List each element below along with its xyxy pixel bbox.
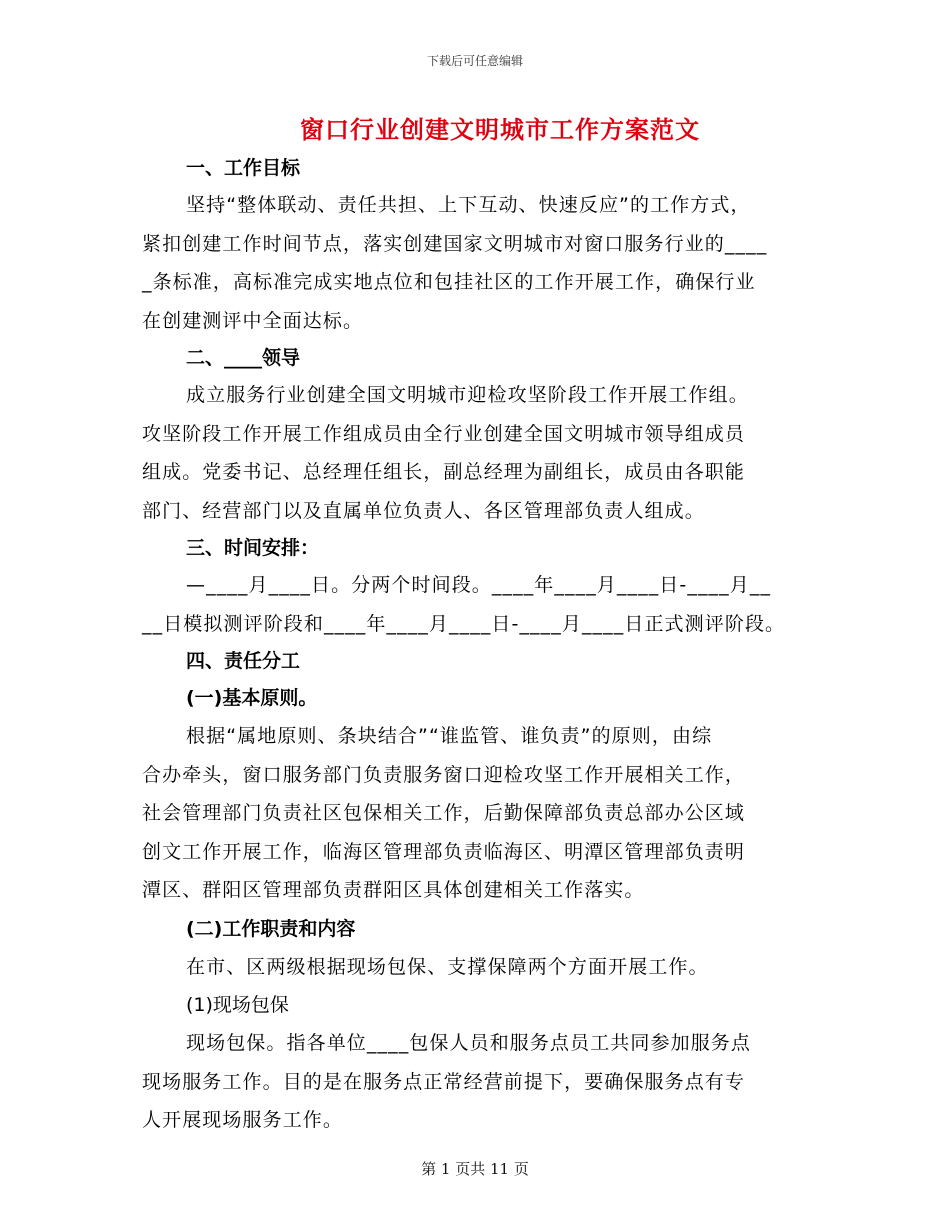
- paragraph-onsite: [142, 1024, 822, 1140]
- text-line: _条标准，高标准完成实地点位和包挂社区的工作开展工作，确保行业: [142, 271, 756, 293]
- paragraph-duties: [142, 948, 822, 987]
- text-line: 部门、经营部门以及直属单位负责人、各区管理部负责人组成。: [142, 499, 705, 522]
- item-heading-onsite: (1)现场包保: [186, 994, 289, 1016]
- paragraph-goals: [142, 186, 822, 340]
- text-line: 组成。党委书记、总经理任组长，副总经理为副组长，成员由各职能: [142, 461, 746, 483]
- paragraph-leadership: [142, 376, 822, 530]
- text-line: 根据“属地原则、条块结合”“谁监管、谁负责”的原则，由综: [186, 725, 713, 747]
- text-line: 创文工作开展工作，临海区管理部负责临海区、明潭区管理部负责明: [142, 840, 746, 863]
- section-heading-responsibilities: 四、责任分工: [186, 650, 301, 672]
- text-line: 坚持“整体联动、责任共担、上下互动、快速反应”的工作方式，: [186, 194, 751, 216]
- text-line: —____月____日。分两个时间段。____年____月____日-____月__: [186, 574, 772, 596]
- text-line: 社会管理部门负责社区包保相关工作，后勤保障部负责总部办公区域: [142, 802, 746, 824]
- text-line: 紧扣创建工作时间节点，落实创建国家文明城市对窗口服务行业的____: [142, 232, 768, 255]
- section-heading-schedule: 三、时间安排：: [186, 537, 320, 559]
- text-line: 合办牵头，窗口服务部门负责服务窗口迎检攻坚工作开展相关工作，: [142, 763, 746, 786]
- document-title: 窗口行业创建文明城市工作方案范文: [300, 116, 700, 144]
- text-line: 潭区、群阳区管理部负责群阳区具体创建相关工作落实。: [142, 879, 645, 901]
- paragraph-principles: [142, 717, 822, 910]
- section-heading-leadership: 二、____领导: [186, 347, 301, 369]
- paragraph-schedule: [142, 566, 822, 643]
- text-line: 现场服务工作。目的是在服务点正常经营前提下，要确保服务点有专: [142, 1070, 746, 1093]
- text-line: 成立服务行业创建全国文明城市迎检攻坚阶段工作开展工作组。: [186, 384, 749, 406]
- document-body: [142, 150, 822, 1140]
- section-heading-goals: 一、工作目标: [186, 157, 301, 179]
- subsection-heading-duties: (二)工作职责和内容: [186, 917, 356, 940]
- subsection-heading-principles: (一)基本原则。: [186, 687, 318, 709]
- text-line: 在创建测评中全面达标。: [142, 309, 364, 332]
- page-footer: 第 1 页共 11 页: [421, 1160, 529, 1178]
- text-line: __日模拟测评阶段和____年____月____日-____月____日正式测评阶段。: [142, 612, 786, 635]
- text-line: 在市、区两级根据现场包保、支撑保障两个方面开展工作。: [186, 955, 709, 978]
- page-header: 下载后可任意编辑: [426, 54, 523, 68]
- text-line: 攻坚阶段工作开展工作组成员由全行业创建全国文明城市领导组成员: [142, 422, 746, 445]
- text-line: 人开展现场服务工作。: [142, 1109, 344, 1131]
- text-line: 现场包保。指各单位____包保人员和服务点员工共同参加服务点: [186, 1032, 752, 1054]
